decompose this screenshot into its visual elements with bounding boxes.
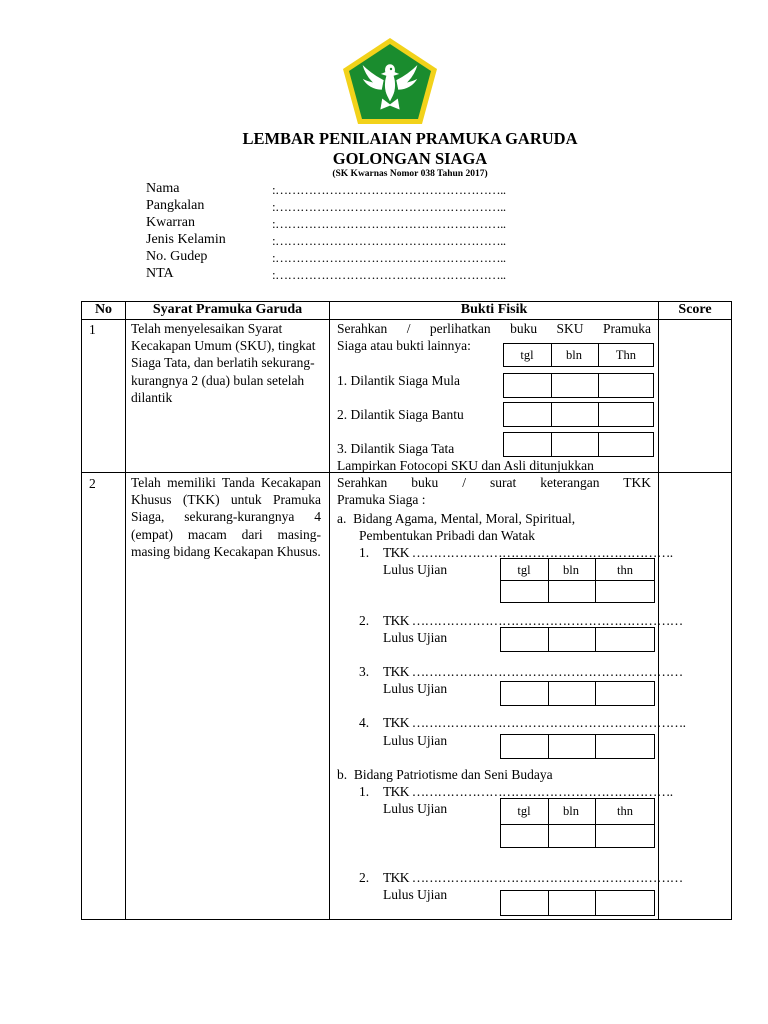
document-subtitle-group: GOLONGAN SIAGA xyxy=(332,149,488,168)
field-value-pangkalan[interactable]: :……………………………………………….. xyxy=(272,199,506,214)
tkk-a2-line[interactable]: TKK ……………………………………………………… xyxy=(383,613,683,628)
tkk-b2-lulus-label: Lulus Ujian xyxy=(383,887,448,902)
tkk-a3-number: 3. xyxy=(359,664,370,679)
tkk-b1-lulus-label: Lulus Ujian xyxy=(383,801,448,816)
date-input-siaga-bantu[interactable] xyxy=(503,402,654,427)
tkk-b2-date-box[interactable] xyxy=(500,890,655,916)
row1-item-siaga-mula: 1. Dilantik Siaga Mula xyxy=(337,373,460,388)
tkk-a1-date-box[interactable] xyxy=(500,558,655,603)
tkk-a3-line[interactable]: TKK ……………………………………………………… xyxy=(383,664,683,679)
garuda-emblem-icon xyxy=(340,36,440,126)
date-header-bln: bln xyxy=(566,348,582,362)
tkk-a3-lulus-label: Lulus Ujian xyxy=(383,681,448,696)
field-label-pangkalan: Pangkalan xyxy=(146,198,205,213)
tkk-b2-line[interactable]: TKK ……………………………………………………… xyxy=(383,870,683,885)
field-label-nama: Nama xyxy=(146,181,180,196)
tkk-a4-date-box[interactable] xyxy=(500,734,655,759)
document-title: LEMBAR PENILAIAN PRAMUKA GARUDA xyxy=(242,129,578,148)
date-header-bln: bln xyxy=(563,804,579,818)
section-a-title-2: Pembentukan Pribadi dan Watak xyxy=(359,528,536,543)
row1-requirement: Telah menyelesaikan Syarat Kecakapan Umum (SKU), tingkat Siaga Tata, dan berlatih sekurang-kurangnya 2 (dua) bulan setelah dilantik xyxy=(131,321,316,405)
decree-reference: (SK Kwarnas Nomor 038 Tahun 2017) xyxy=(332,169,488,179)
date-header-thn: thn xyxy=(617,563,633,577)
tkk-a2-date-box[interactable] xyxy=(500,627,655,652)
field-label-jenis-kelamin: Jenis Kelamin xyxy=(146,232,226,247)
tkk-a3-date-box[interactable] xyxy=(500,681,655,706)
row1-item-siaga-bantu: 2. Dilantik Siaga Bantu xyxy=(337,407,464,422)
row1-number: 1 xyxy=(89,322,96,337)
field-value-kwarran[interactable]: :……………………………………………….. xyxy=(272,216,506,231)
date-header-tgl: tgl xyxy=(517,563,531,577)
field-label-kwarran: Kwarran xyxy=(146,215,195,230)
date-header-thn: thn xyxy=(617,804,633,818)
row2-requirement: Telah memiliki Tanda Kecakapan Khusus (TKK) untuk Pramuka Siaga, sekurang-kurangnya 4 (empat) macam dari masing-masing bidang Kecakapan Khusus. xyxy=(131,475,321,559)
date-input-siaga-tata[interactable] xyxy=(503,432,654,457)
field-label-no-gudep: No. Gudep xyxy=(146,249,208,264)
tkk-b1-line[interactable]: TKK ……………………………………………………. xyxy=(383,784,673,799)
header-syarat: Syarat Pramuka Garuda xyxy=(152,302,303,317)
tkk-b1-number: 1. xyxy=(359,784,370,799)
field-value-nta[interactable]: :……………………………………………….. xyxy=(272,267,506,282)
row1-item-siaga-tata: 3. Dilantik Siaga Tata xyxy=(337,441,455,456)
row1-footer-note: Lampirkan Fotocopi SKU dan Asli ditunjukkan xyxy=(337,458,594,473)
tkk-a1-lulus-label: Lulus Ujian xyxy=(383,562,448,577)
header-no: No xyxy=(94,302,113,317)
field-value-jenis-kelamin[interactable]: :……………………………………………….. xyxy=(272,233,506,248)
tkk-a4-number: 4. xyxy=(359,715,370,730)
field-label-nta: NTA xyxy=(146,266,174,281)
tkk-a2-number: 2. xyxy=(359,613,370,628)
tkk-a4-line[interactable]: TKK ………………………………………………………. xyxy=(383,715,686,730)
date-header-tgl: tgl xyxy=(517,804,531,818)
tkk-b1-date-box[interactable] xyxy=(500,798,655,848)
header-score: Score xyxy=(678,302,712,317)
row2-number: 2 xyxy=(89,476,96,491)
field-value-no-gudep[interactable]: :……………………………………………….. xyxy=(272,250,506,265)
date-input-siaga-mula[interactable] xyxy=(503,373,654,398)
tkk-a1-line[interactable]: TKK ……………………………………………………. xyxy=(383,545,673,560)
date-header-thn: Thn xyxy=(615,348,637,362)
date-header-bln: bln xyxy=(563,563,579,577)
tkk-b2-number: 2. xyxy=(359,870,370,885)
date-header-tgl: tgl xyxy=(520,348,534,362)
tkk-a2-lulus-label: Lulus Ujian xyxy=(383,630,448,645)
row2-evidence-intro-2: Pramuka Siaga : xyxy=(337,492,426,507)
header-bukti-fisik: Bukti Fisik xyxy=(460,302,528,317)
row1-evidence-intro: Serahkan / perlihatkan buku SKU Pramuka xyxy=(337,321,651,336)
section-a-title: a. Bidang Agama, Mental, Moral, Spiritual, xyxy=(337,511,576,526)
tkk-a4-lulus-label: Lulus Ujian xyxy=(383,733,448,748)
row1-date-header-box xyxy=(503,343,654,367)
field-value-nama[interactable]: :……………………………………………….. xyxy=(272,182,506,197)
tkk-a1-number: 1. xyxy=(359,545,370,560)
row1-evidence-intro-2: Siaga atau bukti lainnya: xyxy=(337,338,471,353)
section-b-title: b. Bidang Patriotisme dan Seni Budaya xyxy=(337,767,553,782)
row2-evidence-intro: Serahkan buku / surat keterangan TKK xyxy=(337,475,651,490)
